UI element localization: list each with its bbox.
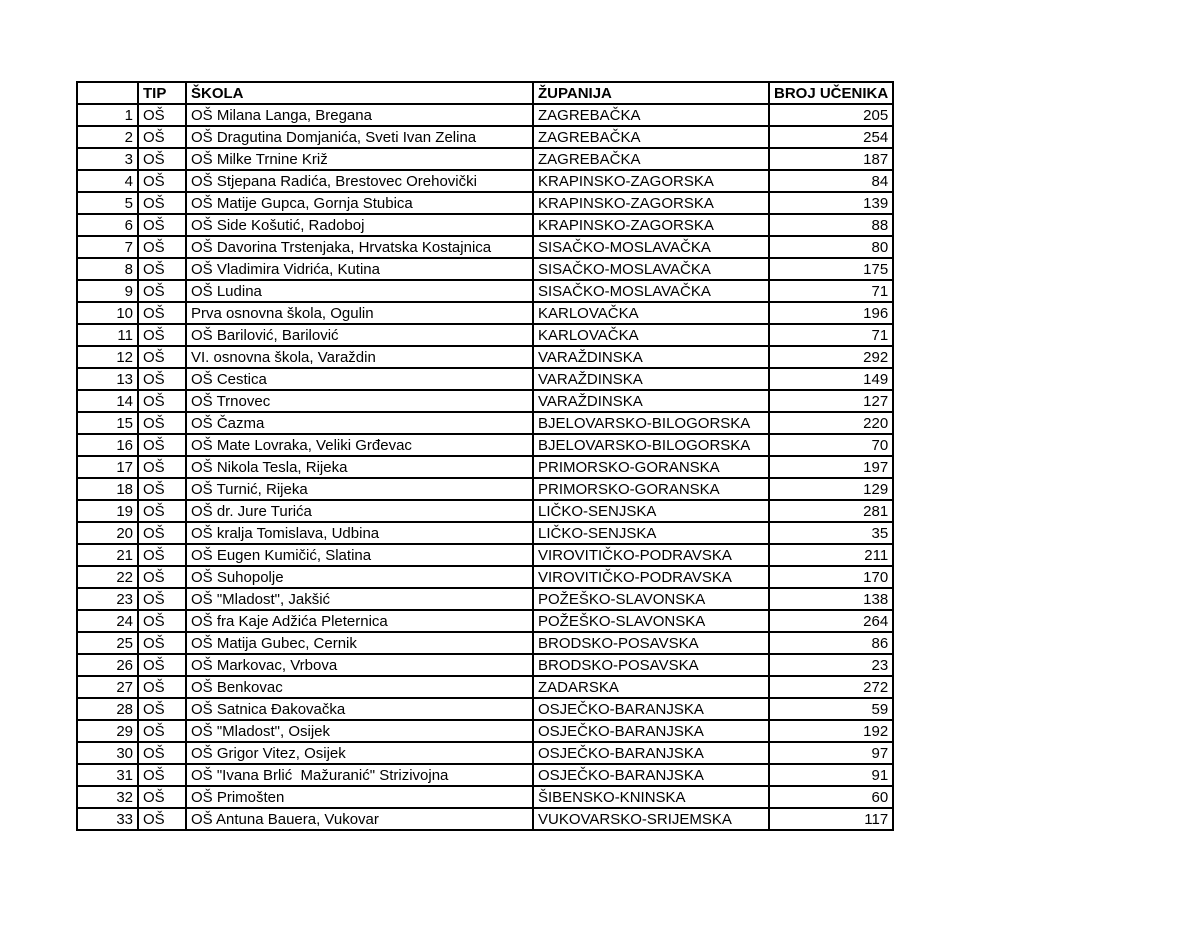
- row-county-cell: VARAŽDINSKA: [533, 390, 769, 412]
- row-students-cell: 149: [769, 368, 893, 390]
- row-county-cell: ZADARSKA: [533, 676, 769, 698]
- header-skola: ŠKOLA: [186, 82, 533, 104]
- row-type-cell: OŠ: [138, 500, 186, 522]
- row-number-cell: 12: [77, 346, 138, 368]
- row-county-cell: LIČKO-SENJSKA: [533, 500, 769, 522]
- table-row: [77, 500, 893, 522]
- row-number-cell: 33: [77, 808, 138, 830]
- table-row: [77, 632, 893, 654]
- table-row: [77, 148, 893, 170]
- table-row: [77, 522, 893, 544]
- row-number-cell: 4: [77, 170, 138, 192]
- row-county-cell: KRAPINSKO-ZAGORSKA: [533, 214, 769, 236]
- row-students-cell: 88: [769, 214, 893, 236]
- row-school-cell: OŠ "Ivana Brlić Mažuranić" Strizivojna: [186, 764, 533, 786]
- row-type-cell: OŠ: [138, 148, 186, 170]
- row-number-cell: 25: [77, 632, 138, 654]
- header-index: [77, 82, 138, 104]
- row-number-cell: 1: [77, 104, 138, 126]
- row-county-cell: PRIMORSKO-GORANSKA: [533, 456, 769, 478]
- row-type-cell: OŠ: [138, 698, 186, 720]
- row-type-cell: OŠ: [138, 104, 186, 126]
- table-row: [77, 368, 893, 390]
- row-number-cell: 3: [77, 148, 138, 170]
- row-students-cell: 281: [769, 500, 893, 522]
- table-row: [77, 676, 893, 698]
- row-students-cell: 86: [769, 632, 893, 654]
- table-row: [77, 808, 893, 830]
- row-county-cell: ZAGREBAČKA: [533, 104, 769, 126]
- row-students-cell: 220: [769, 412, 893, 434]
- row-number-cell: 18: [77, 478, 138, 500]
- row-type-cell: OŠ: [138, 588, 186, 610]
- row-number-cell: 32: [77, 786, 138, 808]
- row-school-cell: VI. osnovna škola, Varaždin: [186, 346, 533, 368]
- row-number-cell: 21: [77, 544, 138, 566]
- row-type-cell: OŠ: [138, 324, 186, 346]
- row-school-cell: OŠ dr. Jure Turića: [186, 500, 533, 522]
- row-type-cell: OŠ: [138, 368, 186, 390]
- row-county-cell: OSJEČKO-BARANJSKA: [533, 698, 769, 720]
- row-school-cell: OŠ Mate Lovraka, Veliki Grđevac: [186, 434, 533, 456]
- row-county-cell: POŽEŠKO-SLAVONSKA: [533, 610, 769, 632]
- row-county-cell: ZAGREBAČKA: [533, 148, 769, 170]
- row-type-cell: OŠ: [138, 566, 186, 588]
- row-number-cell: 6: [77, 214, 138, 236]
- table-row: [77, 214, 893, 236]
- table-row: [77, 170, 893, 192]
- table-row: [77, 588, 893, 610]
- row-school-cell: OŠ Stjepana Radića, Brestovec Orehovički: [186, 170, 533, 192]
- row-number-cell: 8: [77, 258, 138, 280]
- row-county-cell: SISAČKO-MOSLAVAČKA: [533, 236, 769, 258]
- row-number-cell: 14: [77, 390, 138, 412]
- row-type-cell: OŠ: [138, 302, 186, 324]
- row-county-cell: ŠIBENSKO-KNINSKA: [533, 786, 769, 808]
- row-number-cell: 16: [77, 434, 138, 456]
- row-school-cell: OŠ Matije Gupca, Gornja Stubica: [186, 192, 533, 214]
- row-county-cell: VIROVITIČKO-PODRAVSKA: [533, 566, 769, 588]
- table-row: [77, 236, 893, 258]
- schools-table: [76, 81, 894, 831]
- row-number-cell: 28: [77, 698, 138, 720]
- row-county-cell: BRODSKO-POSAVSKA: [533, 654, 769, 676]
- row-school-cell: OŠ Davorina Trstenjaka, Hrvatska Kostajnica: [186, 236, 533, 258]
- row-students-cell: 139: [769, 192, 893, 214]
- row-number-cell: 20: [77, 522, 138, 544]
- row-students-cell: 264: [769, 610, 893, 632]
- row-number-cell: 11: [77, 324, 138, 346]
- row-type-cell: OŠ: [138, 214, 186, 236]
- table-row: [77, 742, 893, 764]
- table-row: [77, 720, 893, 742]
- row-students-cell: 60: [769, 786, 893, 808]
- row-county-cell: KARLOVAČKA: [533, 324, 769, 346]
- header-tip: TIP: [138, 82, 186, 104]
- row-county-cell: OSJEČKO-BARANJSKA: [533, 742, 769, 764]
- table-row: [77, 544, 893, 566]
- row-students-cell: 71: [769, 324, 893, 346]
- row-number-cell: 30: [77, 742, 138, 764]
- row-school-cell: OŠ Markovac, Vrbova: [186, 654, 533, 676]
- table-row: [77, 104, 893, 126]
- row-school-cell: OŠ Suhopolje: [186, 566, 533, 588]
- header-broj-ucenika: BROJ UČENIKA: [769, 82, 893, 104]
- row-number-cell: 5: [77, 192, 138, 214]
- row-school-cell: OŠ fra Kaje Adžića Pleternica: [186, 610, 533, 632]
- row-county-cell: ZAGREBAČKA: [533, 126, 769, 148]
- row-county-cell: BJELOVARSKO-BILOGORSKA: [533, 412, 769, 434]
- row-students-cell: 71: [769, 280, 893, 302]
- row-school-cell: OŠ Primošten: [186, 786, 533, 808]
- table-row: [77, 456, 893, 478]
- row-school-cell: OŠ Čazma: [186, 412, 533, 434]
- row-county-cell: VUKOVARSKO-SRIJEMSKA: [533, 808, 769, 830]
- row-type-cell: OŠ: [138, 522, 186, 544]
- table-body: [77, 104, 893, 830]
- row-number-cell: 22: [77, 566, 138, 588]
- row-students-cell: 187: [769, 148, 893, 170]
- row-type-cell: OŠ: [138, 742, 186, 764]
- row-school-cell: OŠ Cestica: [186, 368, 533, 390]
- row-school-cell: OŠ Vladimira Vidrića, Kutina: [186, 258, 533, 280]
- row-number-cell: 29: [77, 720, 138, 742]
- row-number-cell: 19: [77, 500, 138, 522]
- row-school-cell: OŠ Side Košutić, Radoboj: [186, 214, 533, 236]
- row-county-cell: OSJEČKO-BARANJSKA: [533, 720, 769, 742]
- row-county-cell: KRAPINSKO-ZAGORSKA: [533, 192, 769, 214]
- table-row: [77, 566, 893, 588]
- table-row: [77, 302, 893, 324]
- row-type-cell: OŠ: [138, 434, 186, 456]
- row-county-cell: SISAČKO-MOSLAVAČKA: [533, 280, 769, 302]
- table-row: [77, 610, 893, 632]
- row-students-cell: 117: [769, 808, 893, 830]
- row-students-cell: 205: [769, 104, 893, 126]
- row-students-cell: 175: [769, 258, 893, 280]
- row-county-cell: SISAČKO-MOSLAVAČKA: [533, 258, 769, 280]
- row-county-cell: KARLOVAČKA: [533, 302, 769, 324]
- row-students-cell: 80: [769, 236, 893, 258]
- row-type-cell: OŠ: [138, 676, 186, 698]
- table-row: [77, 698, 893, 720]
- row-students-cell: 70: [769, 434, 893, 456]
- row-school-cell: OŠ "Mladost", Osijek: [186, 720, 533, 742]
- row-students-cell: 127: [769, 390, 893, 412]
- row-type-cell: OŠ: [138, 236, 186, 258]
- table-row: [77, 786, 893, 808]
- table-row: [77, 478, 893, 500]
- row-type-cell: OŠ: [138, 126, 186, 148]
- row-number-cell: 9: [77, 280, 138, 302]
- row-type-cell: OŠ: [138, 390, 186, 412]
- row-school-cell: OŠ Benkovac: [186, 676, 533, 698]
- row-students-cell: 84: [769, 170, 893, 192]
- row-school-cell: OŠ Matija Gubec, Cernik: [186, 632, 533, 654]
- row-school-cell: OŠ Eugen Kumičić, Slatina: [186, 544, 533, 566]
- row-type-cell: OŠ: [138, 346, 186, 368]
- row-school-cell: OŠ Nikola Tesla, Rijeka: [186, 456, 533, 478]
- row-school-cell: OŠ "Mladost", Jakšić: [186, 588, 533, 610]
- header-zupanija: ŽUPANIJA: [533, 82, 769, 104]
- row-county-cell: VARAŽDINSKA: [533, 368, 769, 390]
- row-students-cell: 138: [769, 588, 893, 610]
- row-number-cell: 31: [77, 764, 138, 786]
- row-type-cell: OŠ: [138, 786, 186, 808]
- table-row: [77, 258, 893, 280]
- row-school-cell: OŠ Milke Trnine Križ: [186, 148, 533, 170]
- table-row: [77, 654, 893, 676]
- row-county-cell: POŽEŠKO-SLAVONSKA: [533, 588, 769, 610]
- row-county-cell: LIČKO-SENJSKA: [533, 522, 769, 544]
- row-type-cell: OŠ: [138, 544, 186, 566]
- row-students-cell: 197: [769, 456, 893, 478]
- row-school-cell: OŠ Satnica Đakovačka: [186, 698, 533, 720]
- row-type-cell: OŠ: [138, 654, 186, 676]
- row-county-cell: VIROVITIČKO-PODRAVSKA: [533, 544, 769, 566]
- row-school-cell: OŠ Antuna Bauera, Vukovar: [186, 808, 533, 830]
- row-county-cell: OSJEČKO-BARANJSKA: [533, 764, 769, 786]
- row-type-cell: OŠ: [138, 170, 186, 192]
- row-school-cell: OŠ Turnić, Rijeka: [186, 478, 533, 500]
- row-county-cell: PRIMORSKO-GORANSKA: [533, 478, 769, 500]
- row-type-cell: OŠ: [138, 478, 186, 500]
- row-number-cell: 24: [77, 610, 138, 632]
- row-county-cell: KRAPINSKO-ZAGORSKA: [533, 170, 769, 192]
- row-school-cell: OŠ Grigor Vitez, Osijek: [186, 742, 533, 764]
- table-row: [77, 324, 893, 346]
- table-row: [77, 412, 893, 434]
- row-type-cell: OŠ: [138, 258, 186, 280]
- row-type-cell: OŠ: [138, 280, 186, 302]
- table-row: [77, 764, 893, 786]
- table-row: [77, 192, 893, 214]
- row-number-cell: 27: [77, 676, 138, 698]
- row-number-cell: 26: [77, 654, 138, 676]
- row-county-cell: VARAŽDINSKA: [533, 346, 769, 368]
- row-number-cell: 10: [77, 302, 138, 324]
- row-students-cell: 272: [769, 676, 893, 698]
- row-type-cell: OŠ: [138, 412, 186, 434]
- table-row: [77, 280, 893, 302]
- row-type-cell: OŠ: [138, 456, 186, 478]
- row-school-cell: OŠ Barilović, Barilović: [186, 324, 533, 346]
- row-type-cell: OŠ: [138, 808, 186, 830]
- row-school-cell: OŠ Milana Langa, Bregana: [186, 104, 533, 126]
- row-students-cell: 129: [769, 478, 893, 500]
- row-type-cell: OŠ: [138, 632, 186, 654]
- row-school-cell: OŠ Trnovec: [186, 390, 533, 412]
- row-students-cell: 91: [769, 764, 893, 786]
- table-row: [77, 434, 893, 456]
- row-number-cell: 13: [77, 368, 138, 390]
- row-students-cell: 192: [769, 720, 893, 742]
- row-students-cell: 23: [769, 654, 893, 676]
- row-students-cell: 59: [769, 698, 893, 720]
- row-county-cell: BJELOVARSKO-BILOGORSKA: [533, 434, 769, 456]
- row-number-cell: 2: [77, 126, 138, 148]
- row-number-cell: 17: [77, 456, 138, 478]
- row-county-cell: BRODSKO-POSAVSKA: [533, 632, 769, 654]
- table-row: [77, 126, 893, 148]
- row-students-cell: 170: [769, 566, 893, 588]
- row-students-cell: 254: [769, 126, 893, 148]
- row-students-cell: 292: [769, 346, 893, 368]
- table-row: [77, 390, 893, 412]
- row-school-cell: OŠ Ludina: [186, 280, 533, 302]
- row-students-cell: 35: [769, 522, 893, 544]
- row-school-cell: Prva osnovna škola, Ogulin: [186, 302, 533, 324]
- row-students-cell: 97: [769, 742, 893, 764]
- row-type-cell: OŠ: [138, 720, 186, 742]
- row-type-cell: OŠ: [138, 192, 186, 214]
- row-type-cell: OŠ: [138, 764, 186, 786]
- row-school-cell: OŠ kralja Tomislava, Udbina: [186, 522, 533, 544]
- table-header-row: [77, 82, 893, 104]
- row-number-cell: 15: [77, 412, 138, 434]
- row-number-cell: 7: [77, 236, 138, 258]
- row-students-cell: 196: [769, 302, 893, 324]
- row-students-cell: 211: [769, 544, 893, 566]
- row-type-cell: OŠ: [138, 610, 186, 632]
- table-row: [77, 346, 893, 368]
- row-number-cell: 23: [77, 588, 138, 610]
- row-school-cell: OŠ Dragutina Domjanića, Sveti Ivan Zelina: [186, 126, 533, 148]
